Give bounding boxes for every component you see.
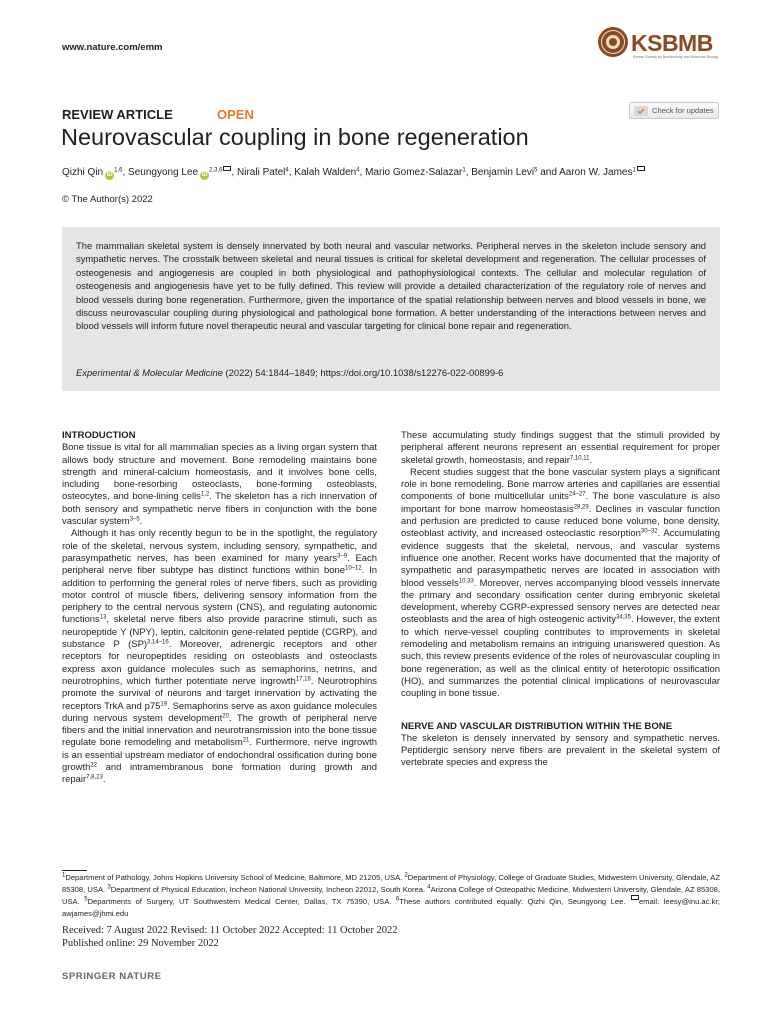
author-list: Qizhi Qin iD$^{1,6}$, Seungyong Lee iD$^{2,3,6}$ , Nirali Patel$^4$, Kalah Walden$^4$, Mario Gomez-Salazar$^1$, Benjamin Levi$^5$ and Aaron W. James$^1$ xyxy=(62,166,645,180)
reference-superscript[interactable]: 3–9 xyxy=(337,553,348,560)
right-column xyxy=(401,430,720,770)
reference-superscript[interactable]: 1,2 xyxy=(200,491,210,498)
section-heading-nerve-vascular: NERVE AND VASCULAR DISTRIBUTION WITHIN THE BONE xyxy=(401,720,673,732)
body-paragraph: These accumulating study findings suggest that the stimuli provided by peripheral afferent neurons represent an essential requirement for proper skeletal growth, homeostasis, and repair$^{7,10,11}$. xyxy=(401,430,720,466)
affiliation-superscript: 1,6 xyxy=(114,167,123,174)
reference-superscript[interactable]: 1 xyxy=(62,872,66,879)
check-for-updates-button[interactable] xyxy=(629,102,719,119)
reference-superscript[interactable]: 10,33 xyxy=(458,578,474,585)
left-column xyxy=(62,430,377,787)
site-url[interactable]: www.nature.com/emm xyxy=(62,42,163,53)
affiliation-superscript: 1 xyxy=(462,167,466,174)
published-date: Published online: 29 November 2022 xyxy=(62,937,219,949)
footnote-divider xyxy=(62,870,87,871)
article-title: Neurovascular coupling in bone regeneration xyxy=(61,124,529,150)
reference-superscript[interactable]: 19 xyxy=(160,701,168,708)
received-dates: Received: 7 August 2022 Revised: 11 October 2022 Accepted: 11 October 2022 xyxy=(62,925,398,936)
citation-details[interactable]: (2022) 54:1844–1849; https://doi.org/10.1038/s12276-022-00899-6 xyxy=(222,367,504,378)
body-paragraph: Although it has only recently begun to be in the spotlight, the regulatory role of the skeletal, nervous system, including sensory, sympathetic, and parasympathetic nerves, has been examined for many years$^{3-9}$. Each peripheral nerve fiber subtype has distinct functions within bone$^{10-12}$. In addition to performing the general roles of nerve fibers, such as providing motor control of muscle fibers, delivering sensory information from the periphery to the central nervous system (CNS), and regulating autonomic functions$^{13}$, skeletal nerve fibers also provide paracrine stimuli, such as neuropeptide Y (NPY), leptin, calcitonin gene-related peptide (CGRP), and substance P (SP)$^{3,14-16}$. Moreover, adrenergic receptors and other receptors for neuropeptides residing on osteoblasts and osteoclasts express axon guidance molecules such as semaphorins, netrins, and neurotrophins, which further potentiate nerve ingrowth$^{17,18}$. Neurotrophins promote the survival of neurons and target innervation by activating the receptors TrkA and $p75^{19}$. Semaphorins serve as axon guidance molecules during nervous system development$^{20}$. The growth of peripheral nerve fibers and the initial innervation and neurotransmission into the bone tissue regulate bone remodeling and metabolism$^{21}$. Furthermore, nerve ingrowth is an essential upstream mediator of endochondral ossification during bone growth$^{22}$ and intramembranous bone formation during growth and repair$^{7,8,23}$. xyxy=(62,528,378,786)
section-gap xyxy=(401,701,720,721)
affiliation-superscript: 4 xyxy=(285,167,289,174)
section-heading-introduction: INTRODUCTION xyxy=(62,430,136,441)
reference-superscript[interactable]: 13 xyxy=(99,614,107,621)
reference-superscript[interactable]: 24–27 xyxy=(568,491,586,498)
body-paragraph: Recent studies suggest that the bone vascular system plays a significant role in bone remodeling. Bone marrow arteries and capillaries are essential components of bone multicellular units$^{24-27}$. The bone vasculature is also important for bone marrow homeostasis$^{28,29}$. Declines in vascular function and perfusion are predicted to cause reduced bone volume, bone density, osteoblast activity, and increased osteoclastic resorption$^{30-32}$. Accumulating evidence suggests that the skeletal, nervous, and vascular systems influence one another. Recent works have documented that the majority of sympathetic and parasympathetic nerves are located in association with blood vessels$^{10,33}$. Moreover, nerves accompanying blood vessels innervate the primary and secondary ossification center during embryonic skeletal development, whereby CGRP-expressed sensory nerves are detected near osteoblasts and the area of high osteogenic activity$^{34,35}$. However, the extent to which nerve-vessel coupling contributes to improvements in skeletal remodeling and metabolism remains an intriguing unanswered question. As such, this review presents evidence of the roles of neurovascular coupling in bone regeneration, as well as the clinical entity of heterotopic ossification (HO), and summarizes the potential clinical implications of neurovascular coupling in bone tissue. xyxy=(401,466,721,700)
reference-superscript[interactable]: 2 xyxy=(404,872,408,879)
article-type: REVIEW ARTICLE xyxy=(62,107,173,122)
author-name[interactable]: Seungyong Lee xyxy=(128,167,199,178)
reference-superscript[interactable]: 10–12 xyxy=(345,565,362,572)
envelope-icon xyxy=(631,895,639,900)
reference-superscript[interactable]: 5 xyxy=(84,896,88,903)
author-name[interactable]: Qizhi Qin xyxy=(62,167,104,178)
reference-superscript[interactable]: 7,10,11 xyxy=(569,455,590,462)
reference-superscript[interactable]: 20 xyxy=(222,713,229,720)
body-paragraph: The skeleton is densely innervated by sensory and sympathetic nerves. Peptidergic sensory nerve fibers are prevalent in the skeletal system of vertebrate species and express the xyxy=(401,732,720,769)
reference-superscript[interactable]: 7,8,23 xyxy=(86,774,103,781)
abstract-text: The mammalian skeletal system is densely innervated by both neural and vascular networks. Peripheral nerves in the skeleton include sensory and sympathetic nerves. The crosstalk between skeletal and neural tissues is critical for skeletal development and regeneration. The cellular processes of osteogenesis and angiogenesis are coupled in both physiological and pathophysiological contexts. The cellular and molecular regulation of osteogenesis and angiogenesis have yet to be fully defined. This review will provide a detailed characterization of the regulatory role of nerves and blood vessels during bone regeneration. Furthermore, given the importance of the spatial relationship between nerves and blood vessels in bone, we discuss neurovascular coupling during physiological and pathological bone formation. A better understanding of the interactions between nerves and blood vessels will inform future novel therapeutic neural and vascular targeting for clinical bone repair and regeneration. xyxy=(76,240,706,332)
reference-superscript[interactable]: 17,18 xyxy=(295,676,311,683)
author-name[interactable]: Aaron W. James xyxy=(559,167,633,178)
reference-superscript[interactable]: 4 xyxy=(427,884,431,891)
check-for-updates-label: Check for updates xyxy=(652,106,714,115)
publisher-logo: SPRINGER NATURE xyxy=(62,971,162,982)
reference-superscript[interactable]: 30–32 xyxy=(640,528,658,535)
ksbmb-logo xyxy=(597,26,723,62)
citation-line xyxy=(76,367,503,378)
journal-name: Experimental & Molecular Medicine xyxy=(76,367,223,378)
author-name[interactable]: Kalah Walden xyxy=(294,167,357,178)
reference-superscript[interactable]: 6 xyxy=(395,896,400,903)
logo-wordmark: KSBMB xyxy=(631,30,713,56)
reference-superscript[interactable]: 3,14–16 xyxy=(147,639,169,646)
affiliation-superscript: 5 xyxy=(534,167,538,174)
affiliation-superscript: 2,3,6 xyxy=(209,167,223,174)
orcid-icon[interactable]: iD xyxy=(106,172,113,178)
open-access-label: OPEN xyxy=(217,107,254,122)
reference-superscript[interactable]: 21 xyxy=(242,737,250,744)
affiliations-footnote: $^1$Department of Pathology, Johns Hopkins University School of Medicine, Baltimore, MD 21205, USA. $^2$Department of Physiology, College of Graduate Studies, Midwestern University, Glendale, AZ 85308, USA. $^3$Department of Physical Education, Incheon National University, Incheon 22012, South Korea. $^4$Arizona College of Osteopathic Medicine, Midwestern University, Glendale, AZ 85308, USA. $^5$Departments of Surgery, UT Southwestern Medical Center, Dallas, TX 75390, USA. $^6$These authors contributed equally: Qizhi Qin, Seungyong Lee. email: leesy@inu.ac.kr; awjames@jhmi.edu xyxy=(62,872,721,918)
updates-icon xyxy=(634,106,648,116)
article-dates xyxy=(62,925,397,950)
reference-superscript[interactable]: 3 xyxy=(107,884,111,891)
logo-tagline: Korean Society for Biochemistry and Molecular Biology xyxy=(633,55,719,59)
orcid-icon[interactable]: iD xyxy=(201,172,208,178)
reference-superscript[interactable]: 28,29 xyxy=(573,504,589,511)
copyright-notice: © The Author(s) 2022 xyxy=(62,194,153,205)
affiliation-superscript: 1 xyxy=(632,167,636,174)
reference-superscript[interactable]: 22 xyxy=(90,762,98,769)
reference-superscript[interactable]: 34,35 xyxy=(615,614,631,621)
envelope-icon[interactable] xyxy=(223,166,231,171)
envelope-icon[interactable] xyxy=(637,166,645,171)
ksbmb-seal-icon xyxy=(597,26,629,58)
author-name[interactable]: Mario Gomez-Salazar xyxy=(365,167,463,178)
affiliation-superscript: 4 xyxy=(356,167,360,174)
body-paragraph: Bone tissue is vital for all mammalian species as a living organ system that allows body structure and movement. Bone remodeling maintains bone strength and mineral-calcium homeostasis, and it involves bone cells, including bone-resorbing osteoclasts, bone-forming osteoblasts, osteocytes, and bone-lining cells$^{1,2}$. The skeleton has a rich innervation of both sensory and sympathetic nerve fibers in conjunction with the bone vascular system$^{3-5}$. xyxy=(62,442,377,528)
author-name[interactable]: Benjamin Levi xyxy=(471,167,535,178)
author-name[interactable]: Nirali Patel xyxy=(237,167,286,178)
reference-superscript[interactable]: 3–5 xyxy=(129,516,140,523)
